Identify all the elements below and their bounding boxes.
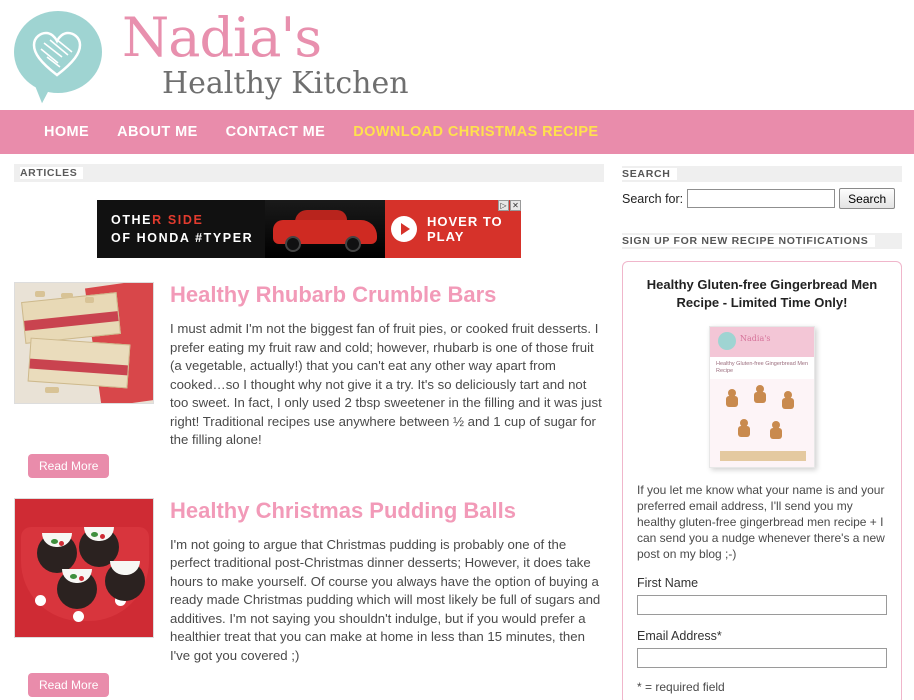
- advertisement-banner[interactable]: [97, 200, 521, 258]
- adchoices-icon[interactable]: ▷: [498, 200, 509, 211]
- logo-title: Nadia's: [122, 6, 322, 69]
- article-excerpt: I must admit I'm not the biggest fan of fruit pies, or cooked fruit desserts. I prefer eating my fruit raw and cold; however, rhubarb is one of those fruit (a vegetable, actually!) that you can't eat any other way apart from cooked…so I thought why not give it a try. It's so deliciously tart and not too sweet. In fact, I only used 2 tbsp sweetener in the filling and it was just right! Traditional recipes use anywhere between ½ and 1 cup of sugar for the filling alone!: [170, 321, 602, 447]
- thumb2-pudding-ball: [105, 561, 145, 601]
- thumb1-crumb: [45, 387, 59, 393]
- play-icon[interactable]: [391, 216, 417, 242]
- logo-bubble-tail: [26, 73, 56, 104]
- logo-wordmark[interactable]: [122, 6, 409, 101]
- ebook-cover-image: [709, 326, 815, 468]
- thumb2-icing: [110, 561, 140, 575]
- thumb1-jam-layer: [24, 311, 119, 331]
- ad-line2: OF HONDA #TYPER: [111, 231, 254, 245]
- article-thumbnail-rhubarb[interactable]: [14, 282, 154, 404]
- ad-headline: [97, 211, 265, 247]
- thumb1-bar-bottom: [28, 338, 131, 389]
- thumb2-pudding-ball: [37, 533, 77, 573]
- gingerbread-man-icon: [752, 385, 768, 407]
- thumb1-jam-layer-2: [29, 359, 127, 376]
- thumb1-crumb: [61, 293, 73, 298]
- thumb2-polka-dot: [35, 595, 46, 606]
- ad-cta-label: HOVER TO PLAY: [427, 214, 503, 244]
- car-wheel-front: [285, 236, 301, 252]
- signup-description: If you let me know what your name is and your preferred email address, I'll send you my healthy gluten-free gingerbread men recipe + I can send you a nudge whenever there's a new post on my blog ;-): [637, 483, 885, 561]
- articles-label: ARTICLES: [20, 167, 83, 179]
- thumb2-holly-leaf: [70, 574, 77, 579]
- read-more-wrap: [14, 440, 109, 478]
- ad-line1-b: R SIDE: [152, 213, 204, 227]
- thumb2-holly-berry: [79, 576, 84, 581]
- article-item: [14, 497, 604, 692]
- search-button[interactable]: Search: [839, 188, 895, 209]
- thumb2-holly-berry: [100, 534, 105, 539]
- signup-heading-label: SIGN UP FOR NEW RECIPE NOTIFICATIONS: [622, 235, 875, 247]
- content-area: [0, 154, 914, 700]
- main-navigation: [0, 110, 914, 154]
- thumb1-crumb: [35, 291, 45, 297]
- thumb1-crumb: [85, 297, 94, 303]
- signup-section-header: [622, 233, 902, 249]
- nav-item-about-me[interactable]: ABOUT ME: [117, 124, 198, 140]
- read-more-button[interactable]: Read More: [28, 454, 109, 478]
- nav-item-contact-me[interactable]: CONTACT ME: [225, 124, 326, 140]
- sidebar: [622, 154, 902, 700]
- first-name-label: First Name: [637, 576, 699, 590]
- thumb2-holly-berry: [59, 541, 64, 546]
- thumb2-pudding-ball: [57, 569, 97, 609]
- ad-content[interactable]: [97, 200, 521, 258]
- required-field-note: * = required field: [637, 680, 725, 694]
- search-label: Search for:: [622, 191, 684, 206]
- thumb2-icing: [62, 569, 92, 583]
- site-header: [0, 0, 914, 110]
- thumb2-holly-leaf: [91, 532, 98, 537]
- ad-line1-a: OTHE: [111, 213, 153, 227]
- nav-item-download-christmas-recipe[interactable]: DOWNLOAD CHRISTMAS RECIPE: [353, 124, 599, 140]
- ad-choices-badges: [498, 200, 521, 211]
- email-input[interactable]: [637, 648, 887, 668]
- email-label: Email Address*: [637, 629, 722, 643]
- ebook-brand-text: Nadia's: [740, 334, 771, 343]
- thumb2-polka-dot: [73, 611, 84, 622]
- ebook-caption: Healthy Gluten-free Gingerbread Men Recipe: [716, 361, 809, 374]
- heart-speech-bubble-icon[interactable]: [8, 7, 104, 103]
- main-column: [14, 154, 604, 700]
- ebook-illustration: [710, 379, 814, 467]
- read-more-wrap: [14, 659, 109, 697]
- article-item: [14, 282, 604, 473]
- search-section-header: [622, 166, 902, 182]
- logo-subtitle: Healthy Kitchen: [162, 66, 409, 101]
- signup-title: Healthy Gluten-free Gingerbread Men Recipe - Limited Time Only!: [646, 277, 878, 310]
- nav-item-home[interactable]: HOME: [44, 124, 90, 140]
- car-wheel-rear: [345, 236, 361, 252]
- ebook-logo-icon: [718, 332, 736, 350]
- thumb2-holly-leaf: [51, 539, 58, 544]
- article-body: [154, 498, 604, 666]
- ad-car-image: [265, 200, 385, 258]
- articles-section-header: [14, 164, 604, 182]
- read-more-button[interactable]: Read More: [28, 673, 109, 697]
- search-input[interactable]: [687, 189, 835, 208]
- gingerbread-man-icon: [736, 419, 752, 441]
- article-body: [154, 282, 604, 450]
- ad-close-icon[interactable]: ✕: [510, 200, 521, 211]
- heart-icon: [32, 31, 82, 77]
- first-name-input[interactable]: [637, 595, 887, 615]
- gingerbread-man-icon: [724, 389, 740, 411]
- ebook-header-band: [710, 327, 814, 357]
- thumb2-icing: [84, 527, 114, 541]
- search-heading-label: SEARCH: [622, 168, 677, 180]
- article-title[interactable]: Healthy Rhubarb Crumble Bars: [170, 282, 497, 307]
- signup-box: [622, 261, 902, 700]
- search-form: [622, 188, 902, 209]
- article-title[interactable]: Healthy Christmas Pudding Balls: [170, 497, 516, 523]
- article-thumbnail-pudding[interactable]: [14, 498, 154, 638]
- gingerbread-man-icon: [780, 391, 796, 413]
- gingerbread-man-icon: [768, 421, 784, 443]
- article-excerpt: I'm not going to argue that Christmas pudding is probably one of the perfect traditional post-Christmas dinner desserts; However, it does take hours to make yourself. Of course you always have the option of buying a ready made Christmas pudding which will most likely be full of sugars and additives. I'm not saying you shouldn't indulge, but if you would prefer a healthier treat that you can make at home in less than 15 minutes, then I've got you covered ;): [170, 536, 601, 663]
- ebook-cooling-rack: [720, 451, 806, 461]
